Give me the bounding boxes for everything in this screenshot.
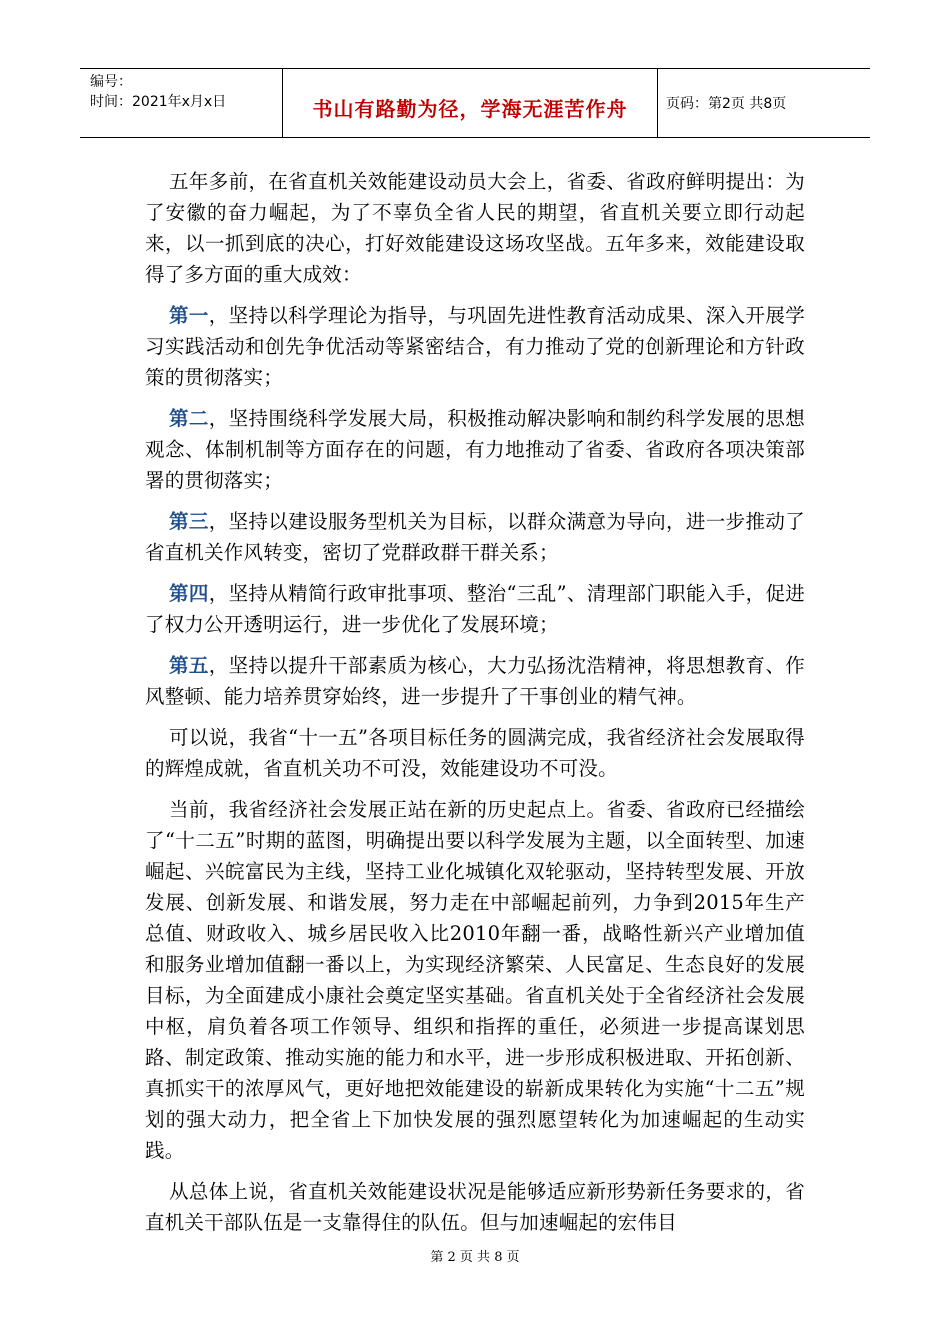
paragraph-text: 五年多前，在省直机关效能建设动员大会上，省委、省政府鲜明提出：为了安徽的奋力崛起，为了不辜负全省人民的期望，省直机关要立即行动起来，以一抓到底的决心，打好效能建设这场攻坚战。五年多来，效能建设取得了多方面的重大成效： [145,170,805,286]
paragraph-lead: 第五 [169,654,209,677]
paragraph [145,794,805,1166]
paragraph-text: 当前，我省经济社会发展正站在新的历史起点上。省委、省政府已经描绘了“十二五”时期的蓝图，明确提出要以科学发展为主题，以全面转型、加速崛起、兴皖富民为主线，坚持工业化城镇化双轮驱动，坚持转型发展、开放发展、创新发展、和谐发展，努力走在中部崛起前列，力争到2015年生产总值、财政收入、城乡居民收入比2010年翻一番，战略性新兴产业增加值和服务业增加值翻一番以上，为实现经济繁荣、人民富足、生态良好的发展目标，为全面建成小康社会奠定坚实基础。省直机关处于全省经济社会发展中枢，肩负着各项工作领导、组织和指挥的重任，必须进一步提高谋划思路、制定政策、推动实施的能力和水平，进一步形成积极进取、开拓创新、真抓实干的浓厚风气，更好地把效能建设的崭新成果转化为实施“十二五”规划的强大动力，把全省上下加快发展的强烈愿望转化为加速崛起的生动实践。 [145,798,805,1162]
paragraph [145,166,805,290]
paragraph-text: 可以说，我省“十一五”各项目标任务的圆满完成，我省经济社会发展取得的辉煌成就，省直机关功不可没，效能建设功不可没。 [145,726,805,780]
page-info: 页码：第2页 共8页 [666,96,787,112]
paragraph [145,578,805,640]
paragraph-text: ，坚持以提升干部素质为核心，大力弘扬沈浩精神，将思想教育、作风整顿、能力培养贯穿始终，进一步提升了干事创业的精气神。 [145,654,805,708]
paragraph [145,1176,805,1238]
paragraph [145,300,805,393]
paragraph-text: ，坚持从精简行政审批事项、整治“三乱”、清理部门职能入手，促进了权力公开透明运行，进一步优化了发展环境； [145,582,806,636]
paragraph [145,403,805,496]
code-label: 编号： [90,74,132,90]
header-page-cell [658,69,870,137]
document-body [145,166,805,1248]
paragraph-text: ，坚持围绕科学发展大局，积极推动解决影响和制约科学发展的思想观念、体制机制等方面存在的问题，有力地推动了省委、省政府各项决策部署的贯彻落实； [145,407,805,492]
header-table [80,68,870,138]
header-motto-cell [283,69,658,137]
page-footer: 第 2 页 共 8 页 [430,1250,520,1265]
paragraph [145,650,805,712]
paragraph [145,506,805,568]
header-meta-cell [80,69,283,137]
paragraph-text: ，坚持以建设服务型机关为目标，以群众满意为导向，进一步推动了省直机关作风转变，密切了党群政群干群关系； [145,510,805,564]
paragraph-lead: 第二 [169,407,209,430]
paragraph-lead: 第一 [169,304,209,327]
motto: 书山有路勤为径，学海无涯苦作舟 [312,97,628,121]
paragraph-text: 从总体上说，省直机关效能建设状况是能够适应新形势新任务要求的，省直机关干部队伍是一支靠得住的队伍。但与加速崛起的宏伟目 [145,1180,805,1234]
paragraph-text: ，坚持以科学理论为指导，与巩固先进性教育活动成果、深入开展学习实践活动和创先争优活动等紧密结合，有力推动了党的创新理论和方针政策的贯彻落实； [145,304,805,389]
paragraph-lead: 第四 [169,582,209,605]
paragraph-lead: 第三 [169,510,209,533]
paragraph [145,722,805,784]
date-line: 时间：2021年x月x日 [90,94,227,110]
